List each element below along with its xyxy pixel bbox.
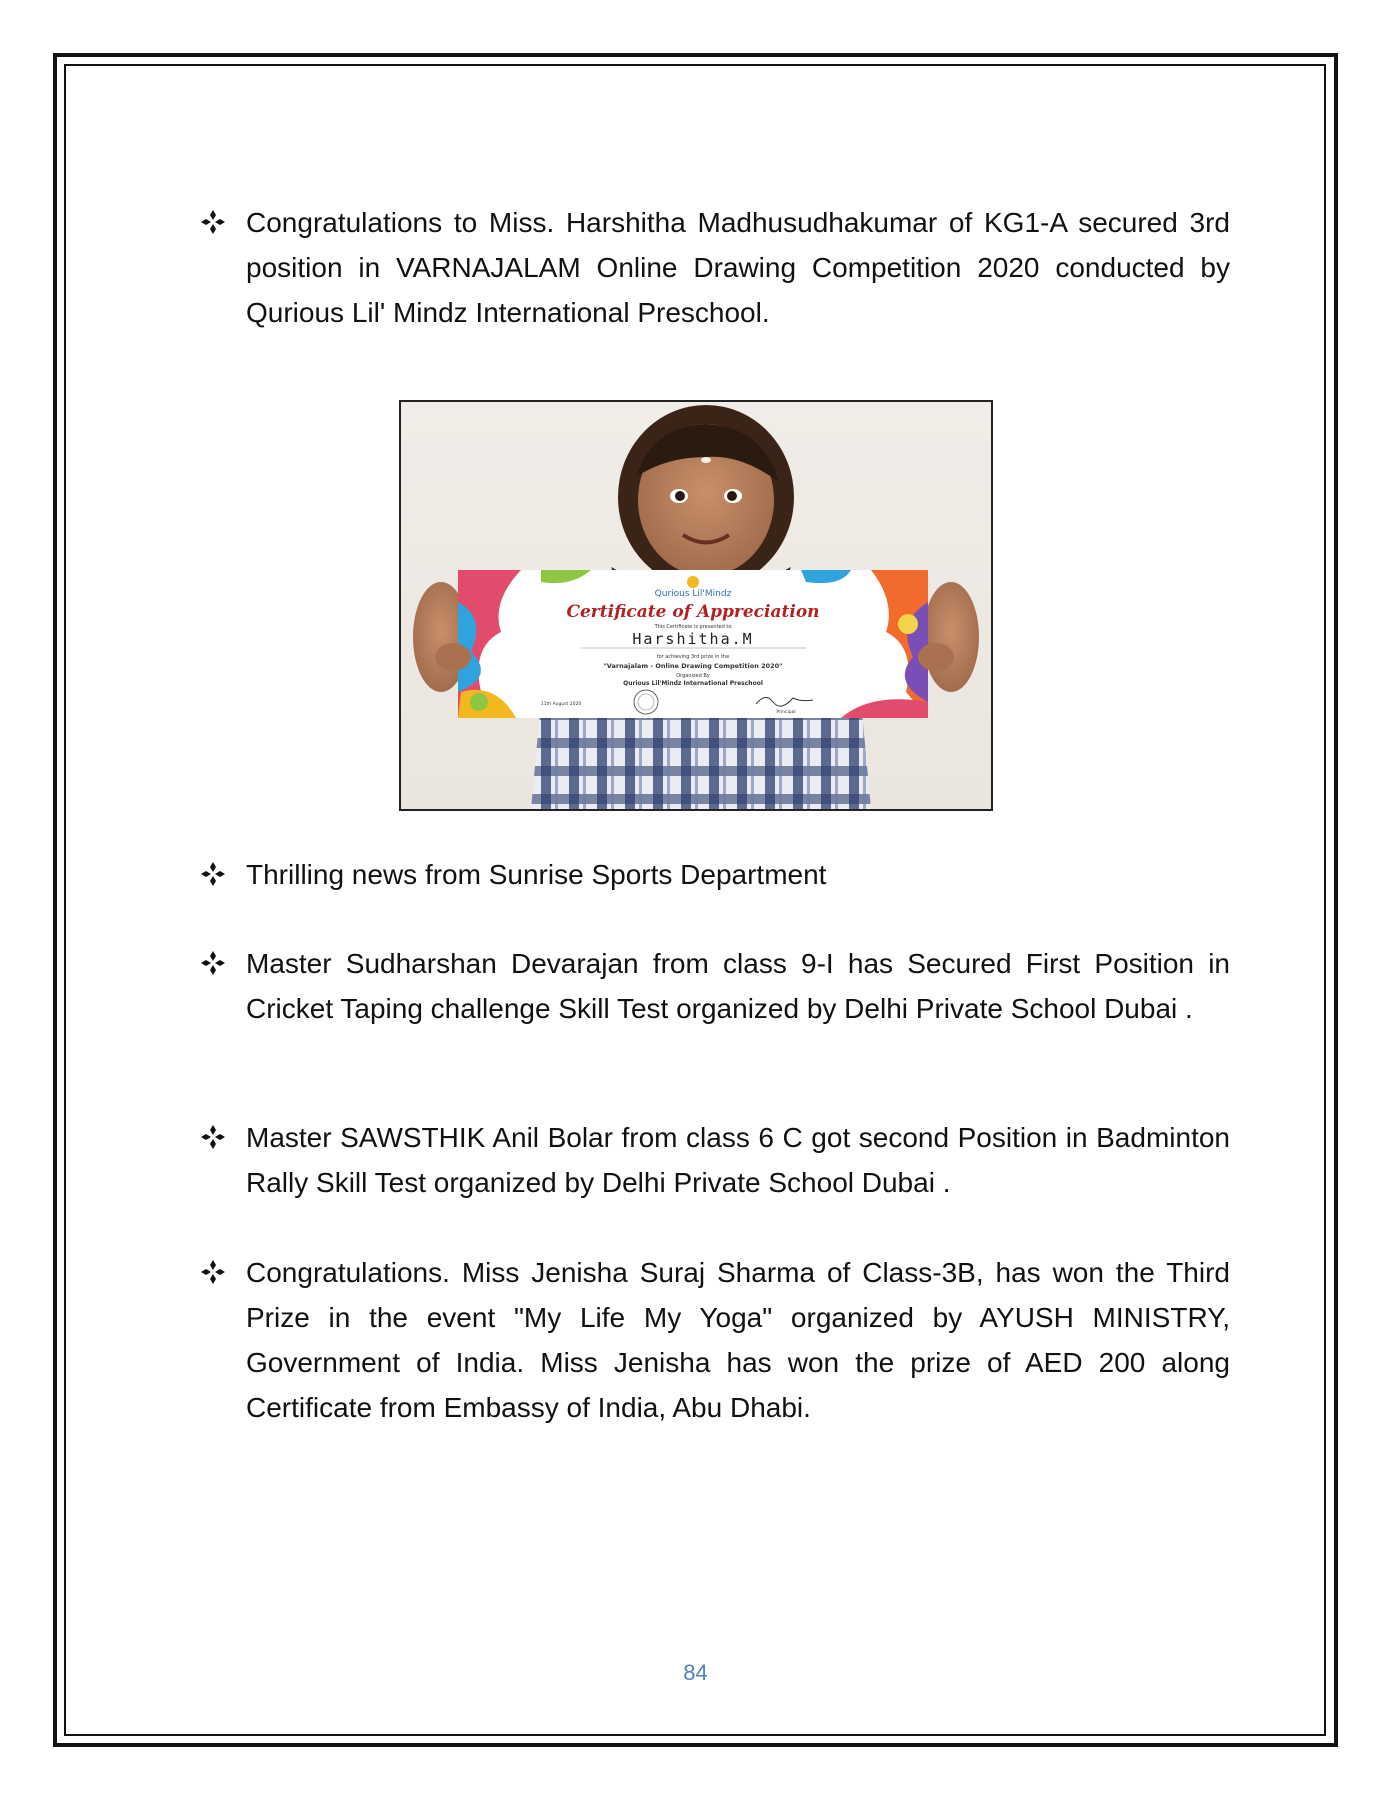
certificate (458, 570, 928, 718)
news-item-text: Congratulations. Miss Jenisha Suraj Sharma of Class-3B, has won the Third Prize in the event "My Life My Yoga" organized by AYUSH MINISTRY, Government of India. Miss Jenisha has won the prize of AED 200 along Certificate from Embassy of India, Abu Dhabi. (246, 1257, 1230, 1423)
certificate-presented: This Certificate is presented to (654, 624, 732, 630)
news-item-text: Thrilling news from Sunrise Sports Department (246, 859, 827, 890)
award-photo (399, 400, 993, 811)
certificate-date: 11th August 2020 (540, 702, 582, 707)
news-item-text: Congratulations to Miss. Harshitha Madhusudhakumar of KG1-A secured 3rd position in VARNAJALAM Online Drawing Competition 2020 conducted by Qurious Lil' Mindz International Preschool. (246, 207, 1230, 328)
diamond-bullet-icon (200, 1124, 226, 1150)
certificate-event: "Varnajalam - Online Drawing Competition 2020" (603, 662, 783, 670)
girl-with-certificate-image (401, 402, 991, 809)
certificate-logo: Qurious Lil'Mindz (654, 589, 732, 599)
certificate-achieving: for achieving 3rd prize in the (656, 654, 730, 660)
diamond-bullet-icon (200, 1259, 226, 1285)
news-item-sports-header (200, 852, 1230, 897)
news-item-text: Master SAWSTHIK Anil Bolar from class 6 C got second Position in Badminton Rally Skill Test organized by Delhi Private School Dubai . (246, 1122, 1230, 1198)
certificate-name: Harshitha.M (632, 630, 754, 648)
certificate-organized-label: Organized By (676, 673, 710, 679)
certificate-organizer: Qurious Lil'Mindz International Preschool (623, 680, 763, 687)
diamond-bullet-icon (200, 861, 226, 887)
page-number: 84 (683, 1660, 708, 1685)
news-item-drawing-competition (200, 200, 1230, 335)
news-item-text: Master Sudharshan Devarajan from class 9-I has Secured First Position in Cricket Taping challenge Skill Test organized by Delhi Private School Dubai . (246, 948, 1230, 1024)
news-item-cricket (200, 941, 1230, 1031)
diamond-bullet-icon (200, 950, 226, 976)
certificate-principal: Principal (776, 710, 796, 715)
certificate-title: Certificate of Appreciation (566, 602, 820, 622)
news-item-yoga (200, 1250, 1230, 1430)
news-item-badminton (200, 1115, 1230, 1205)
diamond-bullet-icon (200, 209, 226, 235)
